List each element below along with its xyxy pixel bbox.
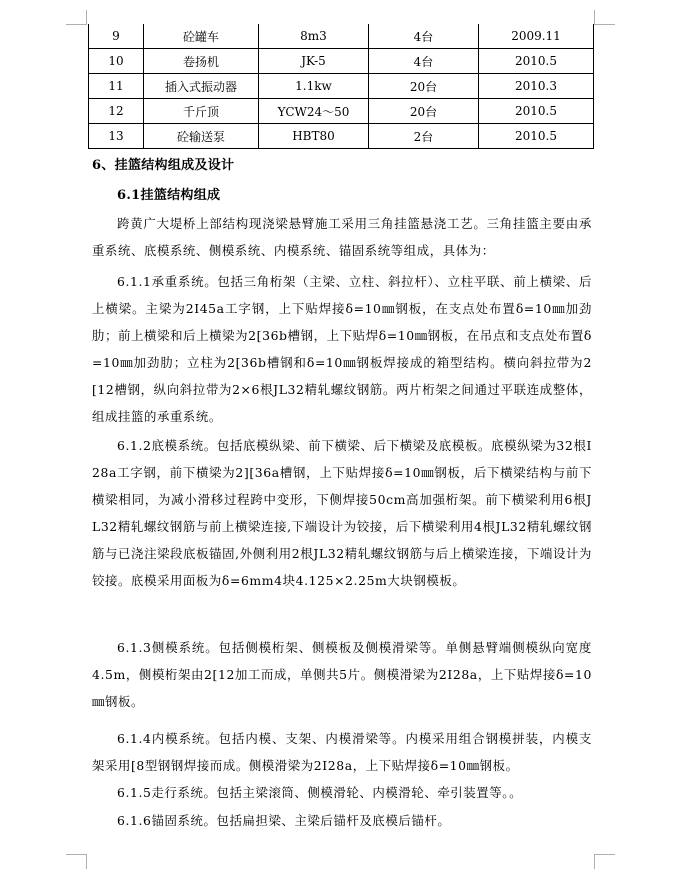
equipment-name: 千斤顶 [144,99,259,124]
table-row [89,124,594,149]
equipment-date: 2009.11 [479,24,594,49]
row-number: 12 [89,99,144,124]
equipment-qty: 2台 [369,124,479,149]
anchorage-system-paragraph: 6.1.6锚固系统。包括扁担梁、主梁后锚杆及底模后锚杆。 [117,813,451,828]
equipment-spec: HBT80 [259,124,369,149]
equipment-name: 插入式振动器 [144,74,259,99]
intro-paragraph: 跨黄广大堤桥上部结构现浇梁悬臂施工采用三角挂篮悬浇工艺。三角挂篮主要由承重系统、底模系统、侧模系统、内模系统、锚固系统等组成，具体为： [92,216,592,258]
equipment-qty: 20台 [369,99,479,124]
crop-mark-bottom-left [66,854,87,869]
equipment-qty: 20台 [369,74,479,99]
equipment-name: 砼罐车 [144,24,259,49]
side-formwork-system-paragraph: 6.1.3侧模系统。包括侧模桁架、侧模板及侧模滑梁等。单侧悬臂端侧模纵向宽度4.5m，侧模桁架由2[12加工而成，单侧共5片。侧模滑梁为2I28a，上下贴焊接δ=10㎜钢板。 [92,640,592,709]
equipment-spec: 8m3 [259,24,369,49]
travel-system-paragraph: 6.1.5走行系统。包括主梁滚筒、侧模滑轮、内模滑轮、牵引装置等。。 [117,785,523,800]
equipment-date: 2010.5 [479,49,594,74]
row-number: 9 [89,24,144,49]
inner-formwork-system-paragraph: 6.1.4内模系统。包括内模、支架、内模滑梁等。内模采用组合钢模拼装，内模支架采用[8型钢钢焊接而成。侧模滑梁为2I28a，上下贴焊接δ=10㎜钢板。 [92,731,592,773]
equipment-qty: 4台 [369,49,479,74]
equipment-table [88,24,594,149]
row-number: 13 [89,124,144,149]
row-number: 10 [89,49,144,74]
table-row [89,74,594,99]
equipment-spec: YCW24～50 [259,99,369,124]
equipment-name: 砼输送泵 [144,124,259,149]
table-row [89,49,594,74]
crop-mark-top-right [594,10,615,25]
crop-mark-top-left [66,10,87,25]
table-row [89,24,594,49]
equipment-spec: 1.1kw [259,74,369,99]
subsection-heading: 6.1挂篮结构组成 [117,188,221,203]
equipment-date: 2010.5 [479,124,594,149]
equipment-qty: 4台 [369,24,479,49]
bottom-formwork-system-paragraph: 6.1.2底模系统。包括底模纵梁、前下横梁、后下横梁及底模板。底模纵梁为32根I28a工字钢，前下横梁为2][36a槽钢，上下贴焊接δ=10㎜钢板，后下横梁结构与前下横梁相同，为减小滑移过程跨中变形，下侧焊接50cm高加强桁架。前下横梁利用6根JL32精轧螺纹钢筋与前上横梁连接,下端设计为铰接，后下横梁利用4根JL32精轧螺纹钢筋与已浇注梁段底板锚固,外侧利用2根JL32精轧螺纹钢筋与后上横梁连接，下端设计为铰接。底模采用面板为δ=6mm4块4.125×2.25m大块钢模板。 [92,438,592,588]
equipment-spec: JK-5 [259,49,369,74]
section-heading: 6、挂篮结构组成及设计 [92,158,235,173]
equipment-date: 2010.3 [479,74,594,99]
crop-mark-bottom-right [594,854,615,869]
table-row [89,99,594,124]
equipment-date: 2010.5 [479,99,594,124]
load-bearing-system-paragraph: 6.1.1承重系统。包括三角桁架（主梁、立柱、斜拉杆）、立柱平联、前上横梁、后上横梁。主梁为2I45a工字钢，上下贴焊接δ=10㎜钢板，在支点处布置δ=10㎜加劲肋；前上横梁和后上横梁为2[36b槽钢，上下贴焊δ=10㎜钢板，在吊点和支点处布置δ=10㎜加劲肋；立柱为2[36b槽钢和δ=10㎜钢板焊接成的箱型结构。横向斜拉带为2[12槽钢，纵向斜拉带为2×6根JL32精轧螺纹钢筋。两片桁架之间通过平联连成整体，组成挂篮的承重系统。 [92,274,592,424]
equipment-name: 卷扬机 [144,49,259,74]
row-number: 11 [89,74,144,99]
